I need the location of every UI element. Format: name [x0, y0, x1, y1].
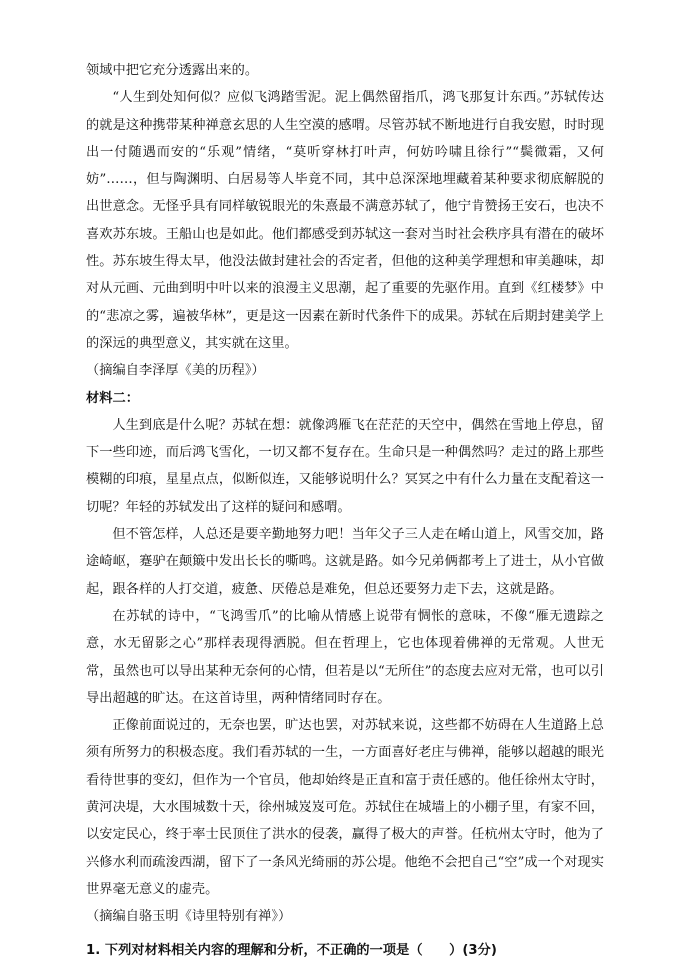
question-1-stem: 1. 下列对材料相关内容的理解和分析，不正确的一项是（ ）(3分) — [86, 942, 497, 958]
document-body — [86, 57, 604, 964]
paragraph-material-one: “人生到处知何似？应似飞鸿踏雪泥。泥上偶然留指爪，鸿飞那复计东西。”苏轼传达的就是这种携带某种禅意玄思的人生空漠的感喟。尽管苏轼不断地进行自我安慰，时时现出一付随遇而安的“乐观”情绪，“莫听穿林打叶声，何妨吟啸且徐行”“鬓微霜，又何妨”……，但与陶渊明、白居易等人毕竟不同，其中总深深地埋藏着某种要求彻底解脱的出世意念。无怪乎具有同样敏锐眼光的朱熹最不满意苏轼了，他宁肯赞扬王安石，也决不喜欢苏东坡。王船山也是如此。他们都感受到苏轼这一套对当时社会秩序具有潜在的破坏性。苏东坡生得太早，他没法做封建社会的否定者，但他的这种美学理想和审美趣味，却对从元画、元曲到明中叶以来的浪漫主义思潮，起了重要的先驱作用。直到《红楼梦》中的“悲凉之雾，遍被华林”，更是这一因素在新时代条件下的成果。苏轼在后期封建美学上的深远的典型意义，其实就在这里。 — [86, 90, 604, 351]
section-heading-material-two: 材料二： — [86, 390, 139, 406]
paragraph-material-two-3: 在苏轼的诗中，“飞鸿雪爪”的比喻从情感上说带有惆怅的意味，不像“雁无遗踪之意，水无留影之心”那样表现得洒脱。但在哲理上，它也体现着佛禅的无常观。人世无常，虽然也可以导出某种无奈何的心情，但若是以“无所住”的态度去应对无常，也可以引导出超越的旷达。在这首诗里，两种情绪同时存在。 — [86, 608, 604, 706]
source-citation-li-zehou: （摘编自李泽厚《美的历程》） — [86, 363, 265, 379]
paragraph-material-two-2: 但不管怎样，人总还是要辛勤地努力吧！当年父子三人走在崤山道上，风雪交加，路途崎岖，蹇驴在颠簸中发出长长的嘶鸣。这就是路。如今兄弟俩都考上了进士，从小官做起，跟各样的人打交道，疲惫、厌倦总是难免，但总还要努力走下去，这就是路。 — [86, 527, 604, 597]
source-citation-luo-yuming: （摘编自骆玉明《诗里特别有禅》） — [86, 909, 292, 925]
paragraph-material-two-4: 正像前面说过的，无奈也罢，旷达也罢，对苏轼来说，这些都不妨碍在人生道路上总须有所努力的积极态度。我们看苏轼的一生，一方面喜好老庄与佛禅，能够以超越的眼光看待世事的变幻，但作为一个官员，他却始终是正直和富于责任感的。他任徐州太守时，黄河决堤，大水围城数十天，徐州城岌岌可危。苏轼住在城墙上的小棚子里，有家不回，以安定民心，终于率士民顶住了洪水的侵袭，赢得了极大的声誉。任杭州太守时，他为了兴修水利而疏浚西湖，留下了一条风光绮丽的苏公堤。他绝不会把自己“空”成一个对现实世界毫无意义的虚壳。 — [86, 718, 604, 897]
paragraph-continuation: 领域中把它充分透露出来的。 — [86, 63, 259, 78]
paragraph-material-two-1: 人生到底是什么呢？苏轼在想：就像鸿雁飞在茫茫的天空中，偶然在雪地上停息，留下一些印迹，而后鸿飞雪化，一切又都不复存在。生命只是一种偶然吗？走过的路上那些模糊的印痕，星星点点，似断似连，又能够说明什么？冥冥之中有什么力量在支配着这一切呢？年轻的苏轼发出了这样的疑问和感喟。 — [86, 417, 604, 515]
